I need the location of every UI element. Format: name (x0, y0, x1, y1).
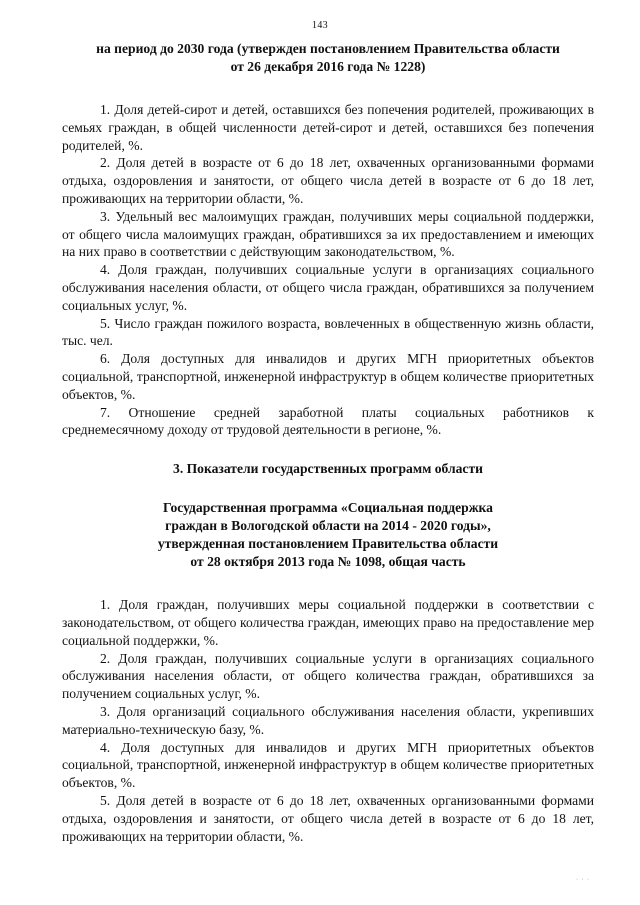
list-item: 6. Доля доступных для инвалидов и других МГН приоритетных объектов социальной, транспортной, инженерной инфраструктур в общем количестве приоритетных объектов, %. (62, 351, 594, 402)
top-heading (62, 40, 594, 76)
program-heading-line: Государственная программа «Социальная поддержка (163, 500, 493, 516)
page-number: 143 (312, 20, 328, 31)
list-item: 1. Доля граждан, получивших меры социальной поддержки в соответствии с законодательством, от общего количества граждан, имеющих право на предоставление мер социальной поддержки, %. (62, 597, 594, 648)
list-item: 3. Доля организаций социального обслуживания населения области, укрепивших материально-техническую базу, %. (62, 703, 594, 737)
indicator-list-one (62, 101, 594, 439)
program-heading-line: граждан в Вологодской области на 2014 - 2020 годы», (165, 518, 491, 534)
section-heading: 3. Показатели государственных программ области (173, 461, 483, 477)
program-heading-line: от 28 октября 2013 года № 1098, общая часть (190, 554, 466, 570)
list-item: 5. Доля детей в возрасте от 6 до 18 лет, охваченных организованными формами отдыха, оздоровления и занятости, от общего числа детей в возрасте от 6 до 18 лет, проживающих на территории области, %. (62, 792, 594, 844)
list-item: 2. Доля детей в возрасте от 6 до 18 лет, охваченных организованными формами отдыха, оздоровления и занятости, от общего числа детей в возрасте от 6 до 18 лет, проживающих на территории области, %. (62, 155, 594, 206)
page-content (62, 40, 594, 845)
list-item: 5. Число граждан пожилого возраста, вовлеченных в общественную жизнь области, тыс. чел. (62, 315, 594, 349)
list-item: 2. Доля граждан, получивших социальные услуги в организациях социального обслуживания населения области, от общего количества граждан, обратившихся за получением социальных услуг, %. (62, 650, 594, 702)
top-heading-line: на период до 2030 года (утвержден постановлением Правительства области (96, 41, 560, 56)
list-item: 3. Удельный вес малоимущих граждан, получивших меры социальной поддержки, от общего числа малоимущих граждан, обратившихся за их предоставлением и имеющих на них право в соответствии с действующим законодательством, %. (62, 208, 594, 260)
list-item: 4. Доля граждан, получивших социальные услуги в организациях социального обслуживания населения области, от общего числа граждан, обратившихся за получением социальных услуг, %. (62, 262, 594, 313)
list-item: 1. Доля детей-сирот и детей, оставшихся без попечения родителей, проживающих в семьях граждан, в общей численности детей-сирот и детей, оставшихся без попечения родителей, %. (62, 102, 594, 153)
top-heading-line: от 26 декабря 2016 года № 1228) (230, 59, 426, 74)
program-heading (62, 499, 594, 571)
list-item: 7. Отношение средней заработной платы социальных работников к среднемесячному доходу от трудовой деятельности в регионе, %. (62, 404, 594, 438)
indicator-list-two (62, 596, 594, 845)
list-item: 4. Доля доступных для инвалидов и других МГН приоритетных объектов социальной, транспортной, инженерной инфраструктур в общем количестве приоритетных объектов, %. (62, 739, 594, 791)
scan-mark: · · · (576, 877, 590, 883)
program-heading-line: утвержденная постановлением Правительства области (157, 536, 499, 552)
